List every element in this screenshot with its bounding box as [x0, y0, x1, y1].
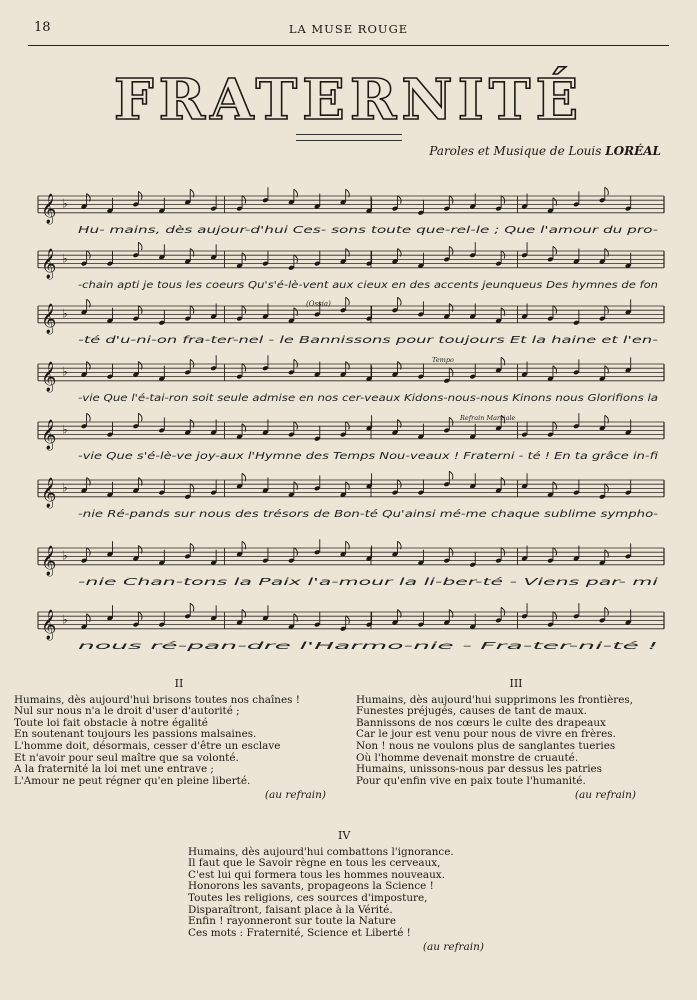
verse-number: II: [174, 677, 184, 690]
lyric-line: Hu- mains, dès aujour-d'hui Ces- sons toute que-rel-le ; Que l'amour du pro-: [78, 224, 458, 236]
note-flag: [138, 413, 142, 421]
note-flag: [501, 196, 505, 204]
verse-line: C'est lui qui formera tous les hommes nouveaux.: [188, 868, 445, 881]
note-flag: [449, 417, 453, 425]
song-title: FRATERNITÉ: [113, 67, 584, 133]
verse-number: III: [509, 677, 523, 690]
title-ornament: [296, 134, 402, 141]
note-flag: [190, 359, 194, 367]
verse-line: Funestes préjugés, causes de tant de maux.: [356, 705, 587, 718]
lyric-line: -chain apti je tous les coeurs Qu's'é-lè-vent aux cieux en des accents jeunqueus Des hymnes de fon: [78, 279, 580, 291]
page-number: 18: [34, 20, 51, 35]
refrain-note: (au refrain): [264, 789, 326, 802]
flat-icon: ♭: [62, 251, 68, 266]
note-flag: [138, 191, 142, 199]
verse-line: Enfin ! rayonneront sur toute la Nature: [188, 915, 397, 928]
staff-system: [38, 471, 664, 520]
refrain-annotation: Refrain Marziale: [460, 414, 516, 422]
note-flag: [501, 607, 505, 615]
note-flag: [605, 187, 609, 195]
flat-icon: ♭: [62, 306, 68, 321]
note-flag: [87, 251, 91, 259]
note-flag: [138, 242, 142, 250]
note-flag: [294, 548, 298, 556]
verse-line: Où l'homme devenait monstre de cruauté.: [356, 751, 579, 764]
credit-prefix: Paroles et Musique de Louis: [429, 144, 602, 158]
verse-line: Bannissons de nos cœurs le culte des drapeaux: [356, 716, 606, 729]
verse-line: Toutes les religions, ces sources d'imposture,: [188, 891, 428, 904]
treble-clef-icon: 𝄞: [41, 193, 57, 224]
treble-clef-icon: 𝄞: [41, 303, 57, 334]
note-flag: [294, 359, 298, 367]
note-flag: [553, 548, 557, 556]
staff-system: [38, 413, 664, 462]
staff-system: [38, 242, 664, 291]
note-flag: [398, 480, 402, 488]
verse-number: IV: [338, 829, 351, 842]
treble-clef-icon: 𝄞: [41, 545, 57, 576]
note-flag: [449, 196, 453, 204]
verse-line: Honorons les savants, propageons la Science !: [188, 880, 434, 893]
verse-line: L'homme doit, désormais, cesser d'être un esclave: [14, 739, 281, 752]
verse-line: Nul sur nous n'a le droit d'user d'autorité ;: [14, 705, 240, 718]
note-flag: [190, 603, 194, 611]
verse-line: Non ! nous ne voulons plus de sanglantes tueries: [356, 739, 616, 752]
refrain-note: (au refrain): [574, 789, 636, 802]
note-flag: [346, 297, 350, 305]
tempo-annotation: Tempo: [432, 356, 454, 364]
staff-system: [38, 297, 664, 346]
note-flag: [553, 422, 557, 430]
lyric-line: -nie Chan-tons la Paix l'a-mour la li-ber-té - Viens par- mi: [78, 576, 362, 588]
verse-line: Humains, dès aujourd'hui supprimons les frontières,: [356, 693, 634, 706]
running-title: LA MUSE ROUGE: [288, 22, 409, 36]
verse-3: [356, 678, 676, 802]
music-score: [30, 166, 670, 666]
note-flag: [605, 484, 609, 492]
flat-icon: ♭: [62, 422, 68, 437]
note-flag: [294, 255, 298, 263]
treble-clef-icon: 𝄞: [41, 477, 57, 508]
verse-line: Pour qu'enfin vive en paix toute l'humanité.: [356, 774, 586, 787]
note-flag: [242, 196, 246, 204]
note-flag: [138, 612, 142, 620]
note-flag: [449, 246, 453, 254]
note-flag: [242, 306, 246, 314]
note-flag: [449, 548, 453, 556]
note-flag: [190, 306, 194, 314]
note-flag: [553, 612, 557, 620]
note-flag: [553, 306, 557, 314]
flat-icon: ♭: [62, 196, 68, 211]
credit-line: [429, 144, 661, 158]
note-flag: [605, 607, 609, 615]
note-flag: [190, 484, 194, 492]
verse-line: L'Amour ne peut régner qu'en pleine liberté.: [14, 774, 251, 787]
lyric-line: -té d'u-ni-on fra-ter-nel - le Bannissons pour toujours Et la haine et l'en-: [78, 334, 436, 346]
page-header: [0, 20, 697, 50]
note-flag: [553, 246, 557, 254]
note-flag: [449, 368, 453, 376]
verse-line: Toute loi fait obstacle à notre égalité: [14, 716, 208, 729]
flat-icon: ♭: [62, 548, 68, 563]
flat-icon: ♭: [62, 612, 68, 627]
flat-icon: ♭: [62, 480, 68, 495]
treble-clef-icon: 𝄞: [41, 248, 57, 279]
note-flag: [346, 422, 350, 430]
staff-system: [38, 187, 664, 236]
lyric-line: -nie Ré-pands sur nous des trésors de Bon-té Qu'ainsi mé-me chaque sublime sympho-: [78, 508, 515, 520]
note-flag: [449, 471, 453, 479]
verse-line: Humains, unissons-nous par dessus les patries: [356, 763, 603, 776]
refrain-note: (au refrain): [422, 941, 484, 954]
lyric-line: -vie Que s'é-lè-ve joy-aux l'Hymne des Temps Nou-veaux ! Fraterni - té ! En ta grâce in-fi: [78, 450, 523, 462]
note-flag: [398, 297, 402, 305]
note-flag: [398, 196, 402, 204]
note-flag: [190, 543, 194, 551]
verse-line: Ces mots : Fraternité, Science et Liberté !: [188, 926, 411, 939]
verse-line: En soutenant toujours les passions malsaines.: [14, 728, 257, 741]
verse-2: [14, 678, 344, 802]
verse-4: [188, 830, 518, 954]
verse-line: Il faut que le Savoir règne en tous les cerveaux,: [188, 857, 441, 870]
treble-clef-icon: 𝄞: [41, 361, 57, 392]
verse-line: Humains, dès aujourd'hui combattons l'ignorance.: [188, 845, 454, 858]
note-flag: [605, 306, 609, 314]
staff-system: [38, 539, 664, 588]
treble-clef-icon: 𝄞: [41, 609, 57, 640]
verse-line: Car le jour est venu pour nous de vivre en frères.: [356, 728, 616, 741]
note-flag: [501, 251, 505, 259]
verse-line: Disparaîtront, faisant place à la Vérité.: [188, 903, 393, 916]
staff-system: [38, 603, 664, 652]
verse-line: Et n'avoir pour seul maître que sa volonté.: [14, 751, 239, 764]
ossia-annotation: (Ossia): [306, 300, 331, 308]
note-flag: [87, 413, 91, 421]
header-rule: [28, 45, 669, 46]
note-flag: [87, 548, 91, 556]
note-flag: [501, 548, 505, 556]
credit-author: LORÉAL: [605, 144, 661, 158]
note-flag: [294, 422, 298, 430]
treble-clef-icon: 𝄞: [41, 419, 57, 450]
note-flag: [346, 616, 350, 624]
staff-system: [38, 355, 664, 404]
flat-icon: ♭: [62, 364, 68, 379]
verse-line: A la fraternité la loi met une entrave ;: [14, 763, 214, 776]
verse-line: Humains, dès aujourd'hui brisons toutes nos chaînes !: [14, 693, 300, 706]
note-flag: [242, 364, 246, 372]
lyric-line: nous ré-pan-dre l'Harmo-nie - Fra-ter-ni-té !: [78, 640, 297, 652]
note-flag: [138, 306, 142, 314]
lyric-line: -vie Que l'é-tai-ron soit seule admise en nos cer-veaux Kidons-nous-nous Kinons nous Glorifions la: [78, 392, 570, 404]
